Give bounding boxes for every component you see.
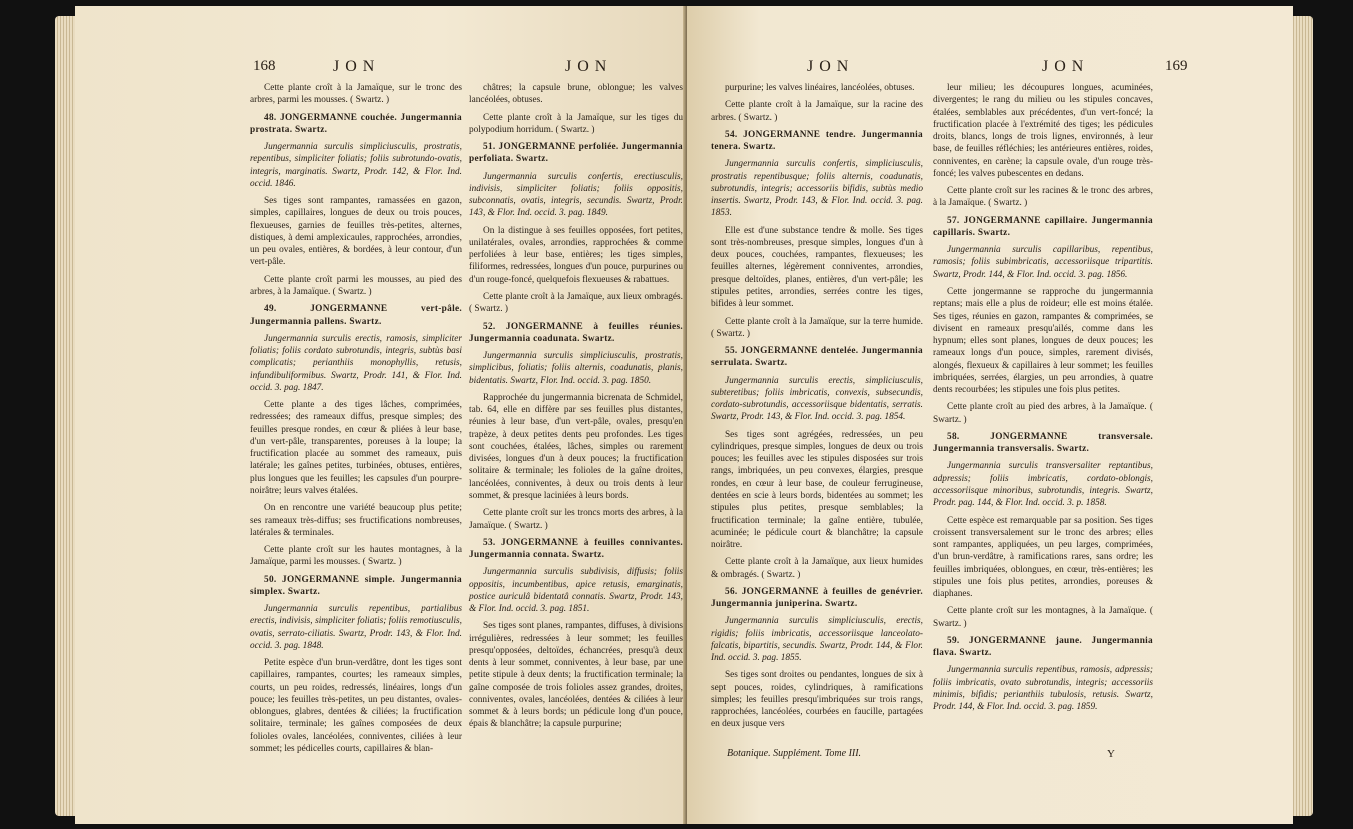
paragraph: Cette plante croît parmi les mousses, au pied des arbres, à la Jamaïque. ( Swartz. ) (250, 274, 462, 297)
paragraph: Ses tiges sont droites ou pendantes, longues de six à sept pouces, roides, cylindriques, à ramifications simples; les feuilles presqu'imbriquées sur trois rangs, rapprochées, lancéolées, courbées en faucille, partagées en deux jusque vers (711, 670, 923, 730)
latin-description: Jungermannia surculis confertis, erectiusculis, indivisis, simpliciter foliatis; foliis oppositis, subconnatis, ovatis, integris, secundis. Swartz, Prodr. 143, & Flor. Ind. occid. 3. pag. 1849. (469, 171, 683, 219)
species-heading: 53. JONGERMANNE à feuilles connivantes. Jungermannia connata. Swartz. (469, 537, 683, 561)
page-edges-right (1291, 16, 1313, 816)
paragraph: Cette jongermanne se rapproche du jungermannia reptans; mais elle a plus de roideur; elle est moins étalée. Ses tiges, réunies en gazon, rampantes & comprimées, se divisent en rameaux presqu'ailés, comme dans les hypnum; elles sont planes, longues de deux pouces; les rameaux longs d'un pouce, simples, rarement divisés, alongés, flexueux & capillaires à leur sommet; les feuilles imbriquées, serrées, élargies, un peu arrondies, à quatre dents recourbées; les stipules une fois plus petites. (933, 286, 1153, 396)
page-number: 169 (1165, 58, 1188, 74)
species-heading: 55. JONGERMANNE dentelée. Jungermannia serrulata. Swartz. (711, 346, 923, 369)
paragraph: Cette plante croît à la Jamaïque, aux lieux ombragés. ( Swartz. ) (469, 291, 683, 315)
running-head-right: JON (1042, 58, 1090, 75)
latin-description: Jungermannia surculis capillaribus, repentibus, ramosis; foliis subimbricatis, accessoriisque tripartitis. Swartz, Prodr. 144, & Flor. Ind. occid. 3. pag. 1856. (933, 245, 1153, 280)
paragraph: Cette plante croît au pied des arbres, à la Jamaïque. ( Swartz. ) (933, 402, 1153, 425)
left-page-column-1 (250, 82, 462, 760)
paragraph: leur milieu; les découpures longues, acuminées, divergentes; le rang du milieu ou les stipules concaves, étalées, semblables aux précédentes, d'un vert-foncé; la fructification placée à l'extrémité des tiges; les pédicules droits, blancs, longs de trois lignes, environnés, à leur base, de feuilles réfléchies; les antérieures entières, roides, conniventes, en carène; la capsule ovale, d'un rouge très-foncé; les valves pubescentes en dedans. (933, 83, 1153, 179)
species-heading: 52. JONGERMANNE à feuilles réunies. Jungermannia coadunata. Swartz. (469, 321, 683, 344)
species-heading: 49. JONGERMANNE vert-pâle. Jungermannia pallens. Swartz. (250, 304, 462, 327)
right-page-column-1 (711, 82, 923, 736)
paragraph: Cette espèce est remarquable par sa position. Ses tiges croissent transversalement sur le tronc des arbres; elles sont rampantes, appliquées, un peu larges, comprimées, d'un brun-verdâtre, à ramifications rares, sans ordre; les feuilles imbriquées, oblongues, en cœur, très-entières; les stipules une fois plus petites, arrondies, poreuses & diaphanes. (933, 515, 1153, 600)
running-head-left: JON (807, 58, 855, 75)
paragraph: purpurine; les valves linéaires, lancéolées, obtuses. (725, 83, 915, 93)
paragraph: Rapprochée du jungermannia bicrenata de Schmidel, tab. 64, elle en diffère par ses feuilles plus distantes, réunies à leur base, d'un vert-pâle, ovales, presqu'en trapèze, à deux petites dents peu profondes. Les tiges sont couchées, étalées, lâches, simples ou rarement divisées, longues d'un à deux pouces; la fructification solitaire & terminale; les folioles de la gaîne droites, lancéolées, conniventes, à deux ou trois dents à leur sommet, & presque laciniées à leurs bords. (469, 392, 683, 501)
paragraph: Cette plante croît à la Jamaïque, aux lieux humides & ombragés. ( Swartz. ) (711, 557, 923, 580)
paragraph: Cette plante croît à la Jamaïque, sur le tronc des arbres, parmi les mousses. ( Swartz. ) (250, 83, 462, 106)
paragraph: Ses tiges sont agrégées, redressées, un peu cylindriques, presque simples, longues de deux ou trois pouces; les feuilles avec les stipules disposées sur trois rangs, imbriquées, un peu convexes, élargies, presque rondes, en cœur à leur base, de couleur ferrugineuse, dentées en scie à leurs bords, bidentées au sommet; les stipules plus petites, presque semblables; la fructification terminale; la gaîne entière, tubulée, acuminée; le pédicule court & blanchâtre; la capsule noirâtre. (711, 429, 923, 551)
paragraph: Petite espèce d'un brun-verdâtre, dont les tiges sont capillaires, rampantes, courtes; les rameaux simples, courts, un peu roides, redressés, linéaires, longs d'un pouce; les feuilles très-petites, un peu distantes, ovales-oblongues, glabres, dentées & ciliées; la fructification solitaire, terminale; les gaînes composées de deux folioles ovales, lancéolées, conniventes, ciliées à leur sommet; les pédicelles courts, capillaires & blan- (250, 658, 462, 755)
paragraph: Cette plante croît sur les montagnes, à la Jamaïque. ( Swartz. ) (933, 606, 1153, 629)
paragraph: Ses tiges sont planes, rampantes, diffuses, à divisions irrégulières, redressées à leur sommet; les feuilles presqu'opposées, deltoïdes, échancrées, presqu'à deux dents à leur sommet, conniventes, à leur base, par une petite stipule à deux dents; la fructification terminale; la gaîne composée de trois folioles assez grandes, droites, conniventes, ovales, lancéolées, dentées & ciliées à leur sommet & à leurs bords; un pédicule long d'un pouce, épais & blanchâtre; la capsule purpurine; (469, 621, 683, 730)
paragraph: châtres; la capsule brune, oblongue; les valves lancéolées, obtuses. (469, 83, 683, 106)
signature-mark: Y (1107, 748, 1115, 760)
species-heading: 56. JONGERMANNE à feuilles de genévrier. Jungermannia juniperina. Swartz. (711, 586, 923, 610)
latin-description: Jungermannia surculis transversaliter reptantibus, adpressis; foliis imbricatis, cordato-oblongis, accessoriisque minoribus, subrotundis, integris. Swartz, Prodr. pag. 144, & Flor. Ind. occid. 3. p. 1858. (933, 461, 1153, 509)
right-page-column-2 (933, 82, 1153, 718)
running-head-left: JON (333, 58, 381, 75)
latin-description: Jungermannia surculis simpliciusculis, prostratis, simplicibus, foliatis; foliis alternis, coadunatis, planis, bidentatis. Swartz, Flor. Ind. occid. 3. pag. 1850. (469, 351, 683, 386)
left-page-column-2 (469, 82, 683, 736)
paragraph: Cette plante croît sur les hautes montagnes, à la Jamaïque, parmi les mousses. ( Swartz. ) (250, 545, 462, 568)
paragraph: Cette plante croît à la Jamaïque, sur la terre humide. ( Swartz. ) (711, 316, 923, 339)
species-heading: 59. JONGERMANNE jaune. Jungermannia flava. Swartz. (933, 635, 1153, 659)
latin-description: Jungermannia surculis repentibus, ramosis, adpressis; foliis imbricatis, ovato subrotundis, integris; accessoriis minimis, bifidis; perianthiis tubulosis, retusis. Swartz, Prodr. 144, & Flor. Ind. occid. 3. pag. 1859. (933, 665, 1153, 713)
latin-description: Jungermannia surculis confertis, simpliciusculis, prostratis repentibusque; foliis alternis, coadunatis, subrotundis, integris; accessoriis bifidis, subtùs medio insertis. Swartz, Prodr. 143, & Flor. Ind. occid. 3. pag. 1853. (711, 159, 923, 219)
right-page (687, 6, 1293, 824)
paragraph: Ses tiges sont rampantes, ramassées en gazon, simples, capillaires, longues de deux ou trois pouces, flexueuses, garnies de feuilles très-petites, alternes, distiques, à demi amplexicaules, rapprochées, arrondies, un peu ovales, entières, & bordées, à leur contour, d'un vert-pâle. (250, 196, 462, 268)
species-heading: 57. JONGERMANNE capillaire. Jungermannia capillaris. Swartz. (933, 215, 1153, 238)
paragraph: On en rencontre une variété beaucoup plus petite; ses rameaux très-diffus; ses fructifications nombreuses, latérales & terminales. (250, 503, 462, 538)
species-heading: 48. JONGERMANNE couchée. Jungermannia prostrata. Swartz. (250, 112, 462, 135)
paragraph: Cette plante croît sur les troncs morts des arbres, à la Jamaïque. ( Swartz. ) (469, 508, 683, 531)
paragraph: Cette plante croît à la Jamaïque, sur les tiges du polypodium horridum. ( Swartz. ) (469, 112, 683, 135)
paragraph: Cette plante croît à la Jamaïque, sur la racine des arbres. ( Swartz. ) (711, 100, 923, 123)
species-heading: 54. JONGERMANNE tendre. Jungermannia tenera. Swartz. (711, 129, 923, 153)
page-edges-left (55, 16, 77, 816)
species-heading: 51. JONGERMANNE perfoliée. Jungermannia perfoliata. Swartz. (469, 142, 683, 165)
latin-description: Jungermannia surculis erectis, simpliciusculis, subteretibus; foliis imbricatis, convexis, subsecundis, cordato-subrotundis, accessoriisque bidentatis, serratis. Swartz, Prodr. 143, & Flor. Ind. occid. 3. pag. 1854. (711, 375, 923, 423)
latin-description: Jungermannia surculis simpliciusculis, prostratis, repentibus, simpliciter foliatis; foliis subrotundo-ovatis, integris, marginatis. Swartz, Prodr. 142, & Flor. Ind. occid. 1846. (250, 142, 462, 189)
paragraph: On la distingue à ses feuilles opposées, fort petites, unilatérales, ovales, arrondies, rapprochées & comme perfoliées à leur base, entières; les tiges simples, filiformes, redressées, longues d'un pouce, purpurines ou d'un rouge-foncé, quelquefois flexueuses & rabattues. (469, 225, 683, 285)
latin-description: Jungermannia surculis simpliciusculis, erectis, rigidis; foliis imbricatis, accessoriisque lanceolato-falcatis, bipartitis, secundis. Swartz, Prodr. 144, & Flor. Ind. occid. 3. pag. 1855. (711, 616, 923, 664)
left-page (75, 6, 687, 824)
latin-description: Jungermannia surculis repentibus, partialibus erectis, indivisis, simpliciter foliatis; foliis remotiusculis, ovatis, serrato-ciliatis. Swartz, Prodr. 143, & Flor. Ind. occid. 3. pag. 1848. (250, 604, 462, 651)
page-number: 168 (253, 58, 276, 74)
paragraph: Elle est d'une substance tendre & molle. Ses tiges sont très-nombreuses, presque simples, longues d'un à deux pouces, couchées, rampantes, flexueuses; les feuilles alternes, légèrement conniventes, arrondies, presque deltoïdes, planes, entières, d'un vert-pâle; les stipules petites, arrondies, serrées contre les tiges, bifides à leur sommet. (711, 225, 923, 310)
species-heading: 58. JONGERMANNE transversale. Jungermannia transversalis. Swartz. (933, 431, 1153, 455)
page-footer: Botanique. Supplément. Tome III. (727, 748, 862, 759)
paragraph: Cette plante croît sur les racines & le tronc des arbres, à la Jamaïque. ( Swartz. ) (933, 186, 1153, 209)
latin-description: Jungermannia surculis subdivisis, diffusis; foliis oppositis, incumbentibus, apice retusis, emarginatis, postice auriculâ bidentatâ connatis. Swartz, Prodr. 143, & Flor. Ind. occid. 3. pag. 1851. (469, 567, 683, 615)
paragraph: Cette plante a des tiges lâches, comprimées, redressées; des rameaux diffus, presque simples; des feuilles presque rondes, en cœur & pliées à leur base, d'un vert-pâle, transparentes, poreuses à la loupe; la fructification placée au sommet des rameaux, puis latérale; les gaînes petites, turbinées, obtuses, entières, plus longues que les feuilles; les capsules d'un pourpre-noirâtre; leurs valves étalées. (250, 400, 462, 496)
running-head-right: JON (565, 58, 613, 75)
species-heading: 50. JONGERMANNE simple. Jungermannia simplex. Swartz. (250, 574, 462, 597)
latin-description: Jungermannia surculis erectis, ramosis, simpliciter foliatis; foliis cordato subrotundis, integris, subtùs basi complicatis; perianthiis monophyllis, retusis, infundibuliformibus. Swartz, Prodr. 141, & Flor. Ind. occid. 3. pag. 1847. (250, 333, 462, 393)
open-book (55, 6, 1313, 824)
